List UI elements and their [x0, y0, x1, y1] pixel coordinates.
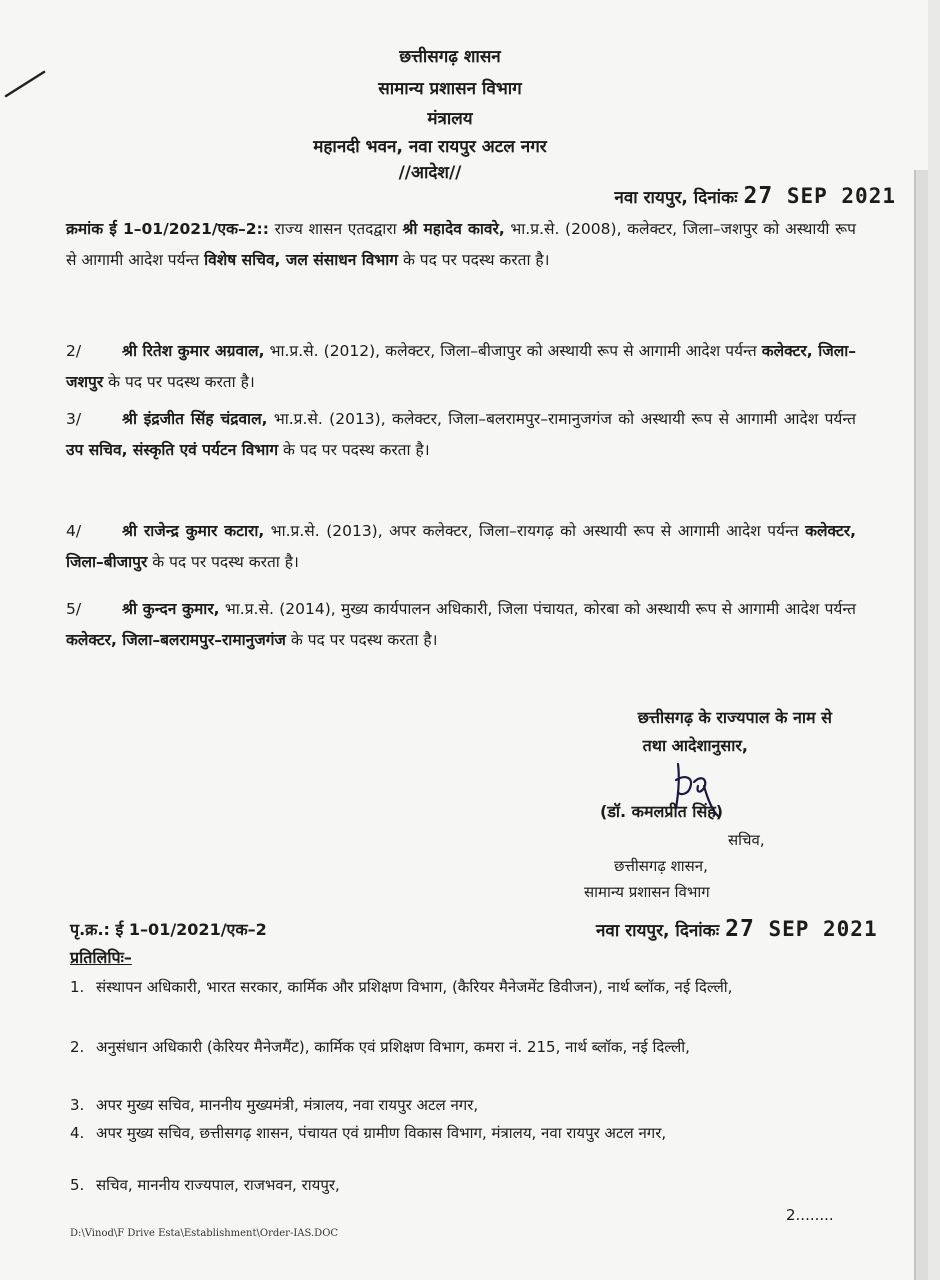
officer-name: श्री रितेश कुमार अग्रवाल, — [122, 342, 265, 360]
file-path-footer: D:\Vinod\F Drive Esta\Establishment\Order-IAS.DOC — [70, 1228, 339, 1239]
header-department: सामान्य प्रशासन विभाग — [378, 79, 522, 99]
order-paragraph-4 — [66, 516, 856, 578]
paragraph-number: 3/ — [66, 410, 82, 428]
page-edge — [914, 170, 928, 1280]
copy-list-item — [70, 1092, 846, 1118]
order-date — [614, 183, 896, 209]
list-number: 4. — [70, 1124, 85, 1142]
paragraph-text: के पद पर पदस्थ करता है। — [398, 251, 550, 269]
copy-list-item — [70, 1034, 846, 1060]
signatory-org-2: सामान्य प्रशासन विभाग — [584, 883, 710, 901]
list-text: अपर मुख्य सचिव, माननीय मुख्यमंत्री, मंत्रालय, नवा रायपुर अटल नगर, — [96, 1096, 479, 1114]
paragraph-text: के पद पर पदस्थ करता है। — [103, 373, 255, 391]
header-ministry: मंत्रालय — [427, 109, 473, 129]
officer-name: श्री इंद्रजीत सिंह चंद्रवाल, — [122, 410, 268, 428]
paragraph-text: भा.प्र.से. (2013), कलेक्टर, जिला–बलरामपुर–रामानुजगंज को अस्थायी रूप से आगामी आदेश पर्यन्त — [267, 410, 856, 428]
officer-name: श्री कुन्दन कुमार, — [122, 600, 220, 618]
paragraph-number: 2/ — [66, 342, 82, 360]
copy-list-item — [70, 1120, 846, 1146]
list-text: सचिव, माननीय राज्यपाल, राजभवन, रायपुर, — [96, 1176, 340, 1194]
list-text: अनुसंधान अधिकारी (केरियर मैनेजमैंट), कार्मिक एवं प्रशिक्षण विभाग, कमरा नं. 215, नार्थ ब्लॉक, नई दिल्ली, — [96, 1038, 690, 1056]
header-address: महानदी भवन, नवा रायपुर अटल नगर — [313, 137, 547, 157]
paragraph-text: के पद पर पदस्थ करता है। — [285, 631, 438, 649]
paragraph-text: भा.प्र.से. (2013), अपर कलेक्टर, जिला–रायगढ़ को अस्थायी रूप से आगामी आदेश पर्यन्त — [264, 522, 806, 540]
list-text: संस्थापन अधिकारी, भारत सरकार, कार्मिक और प्रशिक्षण विभाग, (कैरियर मैनेजमेंट डिवीजन), नार्थ ब्लॉक, नई दिल्ली, — [96, 978, 733, 996]
signatory-org-1: छत्तीसगढ़ शासन, — [614, 857, 708, 875]
list-number: 3. — [70, 1096, 85, 1114]
officer-name: श्री राजेन्द्र कुमार कटारा, — [122, 522, 265, 540]
list-number: 1. — [70, 978, 85, 996]
endorsement-reference: पृ.क्र.: ई 1–01/2021/एक–2 — [70, 920, 267, 939]
page-number: 2........ — [786, 1206, 834, 1224]
paragraph-text: भा.प्र.से. (2008), कलेक्टर, जिला–जशपुर को अस्थायी रूप से आगामी आदेश पर्यन्त — [66, 220, 856, 269]
date-day: 27 — [743, 183, 774, 209]
new-post: उप सचिव, संस्कृति एवं पर्यटन विभाग — [66, 441, 279, 459]
new-post: कलेक्टर, जिला–जशपुर — [66, 342, 856, 391]
order-paragraph-1 — [66, 214, 856, 276]
paragraph-text: के पद पर पदस्थ करता है। — [278, 441, 430, 459]
header-state: छत्तीसगढ़ शासन — [399, 47, 501, 67]
date-label: नवा रायपुर, दिनांकः — [596, 921, 720, 941]
new-post: कलेक्टर, जिला–बलरामपुर–रामानुजगंज — [66, 631, 286, 649]
signatory-role: सचिव, — [728, 831, 765, 849]
list-text: अपर मुख्य सचिव, छत्तीसगढ़ शासन, पंचायत एवं ग्रामीण विकास विभाग, मंत्रालय, नवा रायपुर अटल नगर, — [96, 1124, 667, 1142]
paragraph-text: राज्य शासन एतदद्वारा — [268, 220, 403, 238]
copy-list-item — [70, 974, 846, 1000]
header-order-title: //आदेश// — [398, 163, 462, 183]
date-label: नवा रायपुर, दिनांकः — [614, 188, 738, 208]
date-stamp — [743, 184, 896, 208]
copy-list-item — [70, 1172, 846, 1198]
order-paragraph-2 — [66, 336, 856, 398]
order-paragraph-5 — [66, 594, 856, 656]
signature-authority-line-1: छत्तीसगढ़ के राज्यपाल के नाम से — [637, 708, 832, 727]
new-post: कलेक्टर, जिला–बीजापुर — [66, 522, 856, 571]
paragraph-text: के पद पर पदस्थ करता है। — [147, 553, 299, 571]
paragraph-text: भा.प्र.से. (2012), कलेक्टर, जिला–बीजापुर को अस्थायी रूप से आगामी आदेश पर्यन्त — [264, 342, 762, 360]
copy-to-heading: प्रतिलिपिः– — [70, 948, 132, 967]
date-month-year: SEP 2021 — [768, 917, 878, 941]
paragraph-number: 4/ — [66, 522, 82, 540]
order-paragraph-3 — [66, 404, 856, 466]
order-reference: क्रमांक ई 1–01/2021/एक–2:: — [66, 220, 269, 238]
list-number: 2. — [70, 1038, 85, 1056]
date-stamp — [725, 917, 878, 941]
date-month-year: SEP 2021 — [786, 184, 896, 208]
list-number: 5. — [70, 1176, 85, 1194]
date-day: 27 — [725, 916, 755, 942]
officer-name: श्री महादेव कावरे, — [402, 220, 505, 238]
paragraph-text: भा.प्र.से. (2014), मुख्य कार्यपालन अधिकारी, जिला पंचायत, कोरबा को अस्थायी रूप से आगामी आदेश पर्यन्त — [219, 600, 856, 618]
signature-authority-line-2: तथा आदेशानुसार, — [642, 736, 748, 755]
signatory-name: (डॉ. कमलप्रीत सिंह) — [600, 802, 724, 821]
endorsement-date — [596, 916, 878, 942]
new-post: विशेष सचिव, जल संसाधन विभाग — [204, 251, 399, 269]
paragraph-number: 5/ — [66, 600, 82, 618]
